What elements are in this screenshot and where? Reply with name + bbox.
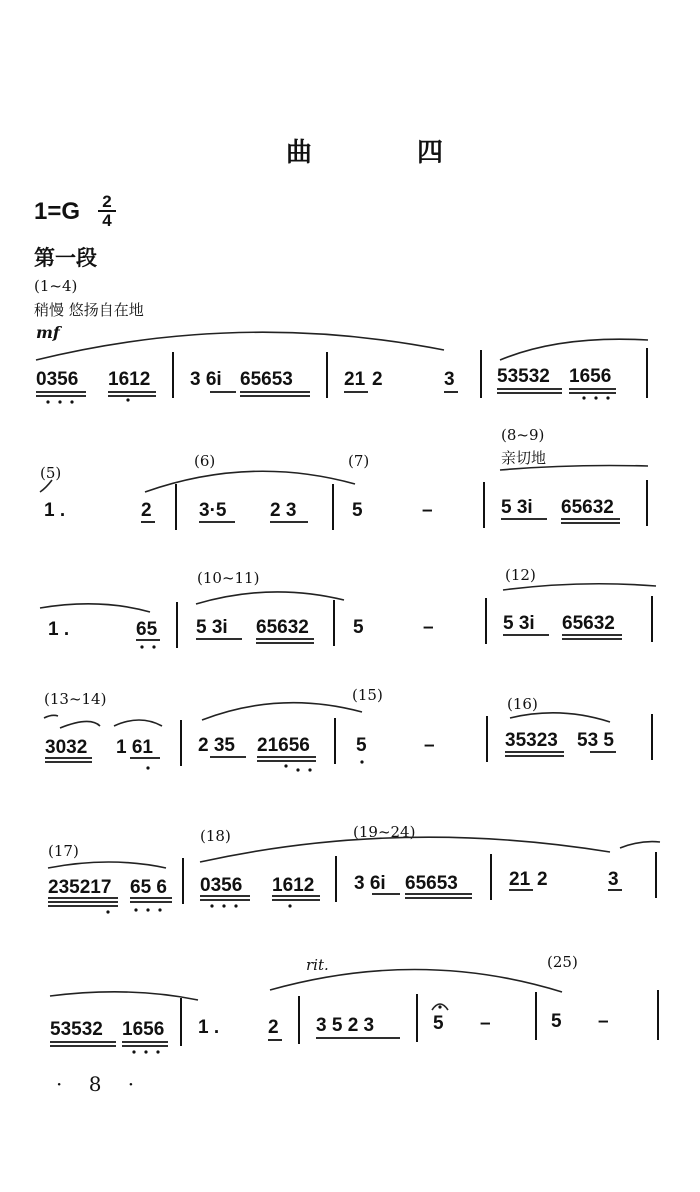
page-number: · 8 · — [56, 1072, 145, 1096]
fermata-dot — [438, 1005, 441, 1008]
note-group: 5 — [352, 500, 363, 521]
octave-dot — [606, 396, 609, 399]
note-group: 65653 — [240, 369, 293, 390]
measure-mark: (25) — [547, 953, 578, 971]
slur — [114, 720, 162, 726]
octave-dot — [132, 1050, 135, 1053]
note-group: 3 5 2 3 — [316, 1015, 375, 1036]
note-group: – — [480, 1013, 491, 1034]
measure-mark: (6) — [194, 452, 216, 470]
note-group: 65 6 — [130, 877, 167, 898]
note-group: 2 35 — [198, 735, 235, 756]
time-signature-denominator: 4 — [102, 211, 112, 230]
measure-mark: (7) — [348, 452, 370, 470]
note-group: 1 . — [48, 619, 70, 640]
note-group: 235217 — [48, 877, 112, 898]
slur — [270, 969, 562, 992]
note-group: 2 — [268, 1017, 279, 1038]
slur — [510, 713, 610, 722]
octave-dot — [222, 904, 225, 907]
octave-dot — [58, 400, 61, 403]
slur — [50, 992, 198, 1000]
octave-dot — [288, 904, 291, 907]
note-group: 1 . — [198, 1017, 220, 1038]
octave-dot — [308, 768, 311, 771]
octave-dot — [144, 1050, 147, 1053]
slur — [40, 604, 150, 612]
note-group: 3·5 — [199, 500, 227, 521]
octave-dot — [146, 908, 149, 911]
affectionate-marking: 亲切地 — [501, 449, 547, 467]
dynamic-marking: mf — [36, 323, 60, 342]
note-group: 21 — [344, 369, 366, 390]
measure-mark: (8~9) — [501, 426, 545, 444]
octave-dot — [126, 398, 129, 401]
note-group: 2 — [141, 500, 152, 521]
measure-mark: (1~4) — [34, 277, 78, 295]
note-group: 3032 — [45, 737, 88, 758]
note-group: 3 6i — [190, 369, 222, 390]
note-group: 3 6i — [354, 873, 386, 894]
octave-dot — [284, 764, 287, 767]
note-group: 65632 — [256, 617, 309, 638]
note-group: 35323 — [505, 730, 558, 751]
note-group: 65632 — [562, 613, 615, 634]
measure-mark: (10~11) — [197, 569, 260, 587]
measure-mark: (5) — [40, 464, 62, 482]
note-group: 1 61 — [116, 737, 153, 758]
slur — [196, 592, 344, 604]
octave-dot — [146, 766, 149, 769]
slur — [500, 339, 648, 360]
slur — [48, 862, 166, 868]
tie — [44, 715, 58, 718]
octave-dot — [134, 908, 137, 911]
slur — [200, 837, 610, 862]
slur — [620, 842, 660, 848]
slur — [60, 721, 100, 728]
note-group: 1656 — [569, 366, 612, 387]
note-group: 2 3 — [270, 500, 297, 521]
note-group: 21 — [509, 869, 531, 890]
note-group: 5 — [551, 1011, 562, 1032]
octave-dot — [156, 1050, 159, 1053]
note-group: 5 — [353, 617, 364, 638]
octave-dot — [210, 904, 213, 907]
octave-dot — [594, 396, 597, 399]
octave-dot — [582, 396, 585, 399]
octave-dot — [296, 768, 299, 771]
note-group: 0356 — [200, 875, 243, 896]
note-group: 53532 — [497, 366, 550, 387]
slur — [500, 466, 648, 471]
measure-mark: (13~14) — [44, 690, 107, 708]
note-group: 1656 — [122, 1019, 165, 1040]
measure-mark: (18) — [200, 827, 231, 845]
note-group: 65653 — [405, 873, 458, 894]
octave-dot — [360, 760, 363, 763]
key-signature: 1=G — [34, 198, 81, 225]
octave-dot — [158, 908, 161, 911]
measure-mark: (19~24) — [353, 823, 416, 841]
tie — [40, 480, 52, 492]
note-group: 2 — [537, 869, 548, 890]
note-group: – — [422, 500, 433, 521]
measure-mark: (16) — [507, 695, 538, 713]
octave-dot — [46, 400, 49, 403]
note-group: 5 3i — [503, 613, 535, 634]
note-group: 1 . — [44, 500, 66, 521]
note-group: 1612 — [108, 369, 151, 390]
note-group: 0356 — [36, 369, 79, 390]
note-group: 53 5 — [577, 730, 614, 751]
rit-marking: rit. — [306, 956, 329, 974]
note-group: 3 — [608, 869, 619, 890]
octave-dot — [106, 910, 109, 913]
note-group: 5 — [433, 1013, 444, 1034]
slur — [36, 332, 444, 360]
time-signature-numerator: 2 — [98, 193, 116, 212]
note-group: – — [424, 735, 435, 756]
note-group: – — [598, 1011, 609, 1032]
note-group: 2 — [372, 369, 383, 390]
note-group: 65 — [136, 619, 158, 640]
note-group: 5 — [356, 735, 367, 756]
note-group: 53532 — [50, 1019, 103, 1040]
measure-mark: (17) — [48, 842, 79, 860]
note-group: 5 3i — [501, 497, 533, 518]
tempo-marking: 稍慢 悠扬自在地 — [34, 301, 144, 319]
slur — [202, 703, 362, 720]
note-group: 3 — [444, 369, 455, 390]
note-group: 5 3i — [196, 617, 228, 638]
octave-dot — [70, 400, 73, 403]
octave-dot — [234, 904, 237, 907]
octave-dot — [140, 645, 143, 648]
note-group: – — [423, 617, 434, 638]
note-group: 65632 — [561, 497, 614, 518]
octave-dot — [152, 645, 155, 648]
section-label: 第一段 — [34, 246, 97, 270]
measure-mark: (12) — [505, 566, 536, 584]
note-group: 1612 — [272, 875, 315, 896]
page-title: 曲 四 — [286, 138, 492, 168]
measure-mark: (15) — [352, 686, 383, 704]
note-group: 21656 — [257, 735, 310, 756]
slur — [503, 584, 656, 590]
